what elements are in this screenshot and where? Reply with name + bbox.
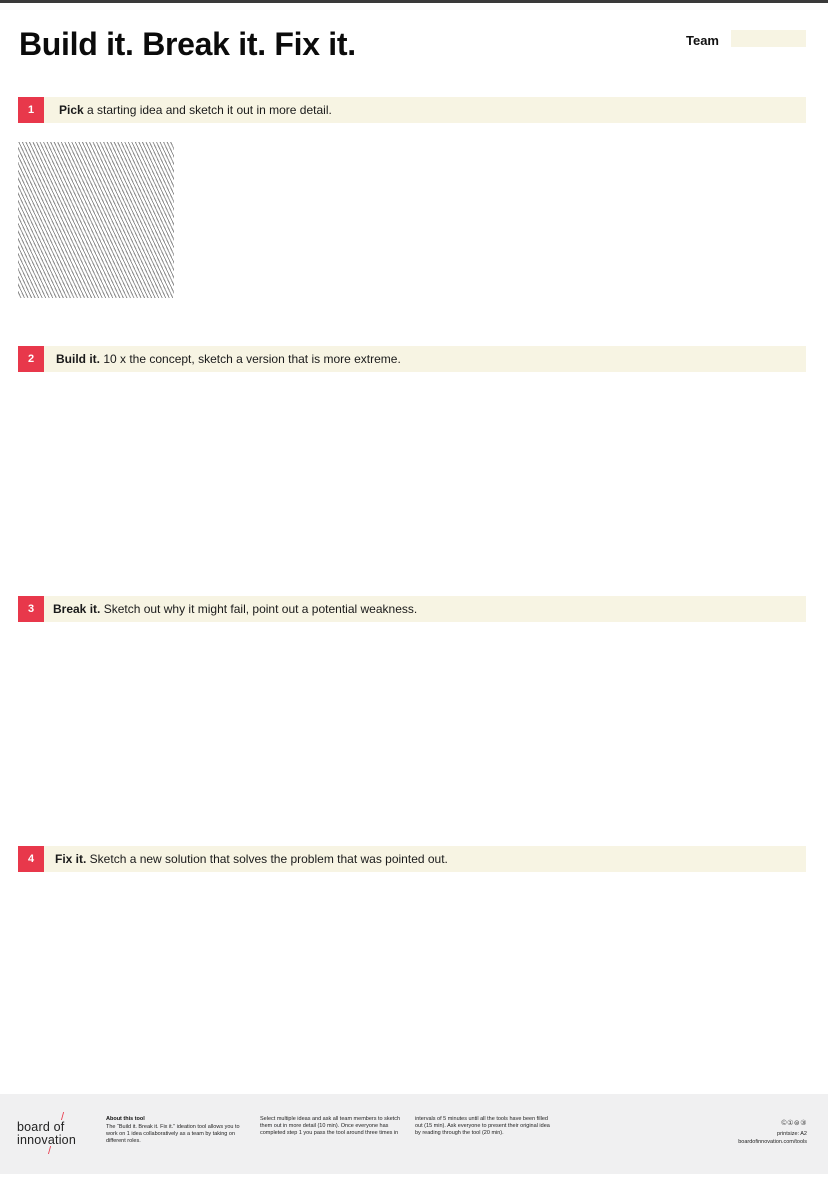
page-title: Build it. Break it. Fix it. xyxy=(19,26,356,62)
team-name-field[interactable] xyxy=(731,30,806,47)
step-1-bold: Pick xyxy=(59,103,84,117)
step-2-text xyxy=(56,352,401,366)
step-3-number: 3 xyxy=(18,596,44,622)
logo-line-2: innovation xyxy=(17,1133,76,1147)
step-3-bold: Break it. xyxy=(53,602,101,616)
creative-commons-icon: ©①⊜③ xyxy=(781,1120,807,1127)
team-label: Team xyxy=(686,33,719,48)
step-2-bar xyxy=(18,346,806,372)
step-4-number: 4 xyxy=(18,846,44,872)
step-4-sketch-area[interactable] xyxy=(18,875,806,1089)
step-4-description: Sketch a new solution that solves the problem that was pointed out. xyxy=(86,852,448,866)
step-3-description: Sketch out why it might fail, point out a potential weakness. xyxy=(100,602,418,616)
step-3-bar xyxy=(18,596,806,622)
about-column-2: Select multiple ideas and ask all team members to sketch them out in more detail (10 min). Once everyone has completed step 1 you pass the tool around three times in xyxy=(260,1116,401,1137)
step-4-text xyxy=(55,852,448,866)
step-3-text xyxy=(53,602,417,616)
step-4-bold: Fix it. xyxy=(55,852,87,866)
step-1-description: a starting idea and sketch it out in more detail. xyxy=(83,103,332,117)
step-4-bar xyxy=(18,846,806,872)
top-border xyxy=(0,0,828,3)
logo-slash-bottom: / xyxy=(48,1145,52,1157)
website-link[interactable]: boardofinnovation.com/tools xyxy=(738,1139,807,1145)
about-column-1: The “Build it. Break it. Fix it.” ideation tool allows you to work on 1 idea collaboratively as a team by taking on different roles. xyxy=(106,1124,240,1145)
step-1-bar xyxy=(18,97,806,123)
step-1-sketch-area[interactable] xyxy=(18,126,806,342)
step-3-sketch-area[interactable] xyxy=(18,625,806,841)
step-2-sketch-area[interactable] xyxy=(18,375,806,591)
about-title: About this tool xyxy=(106,1116,145,1122)
board-of-innovation-logo xyxy=(17,1111,97,1157)
step-2-description: 10 x the concept, sketch a version that is more extreme. xyxy=(100,352,401,366)
step-1-text xyxy=(59,103,332,117)
step-1-number: 1 xyxy=(18,97,44,123)
printsize-label: printsize: A2 xyxy=(777,1131,807,1137)
about-column-3: intervals of 5 minutes until all the tools have been filled out (15 min). Ask everyone to present their original idea by reading through the tool (20 min). xyxy=(415,1116,550,1137)
logo-line-1: board of xyxy=(17,1120,65,1134)
logo-slash-top: / xyxy=(61,1111,65,1123)
step-2-bold: Build it. xyxy=(56,352,100,366)
step-2-number: 2 xyxy=(18,346,44,372)
